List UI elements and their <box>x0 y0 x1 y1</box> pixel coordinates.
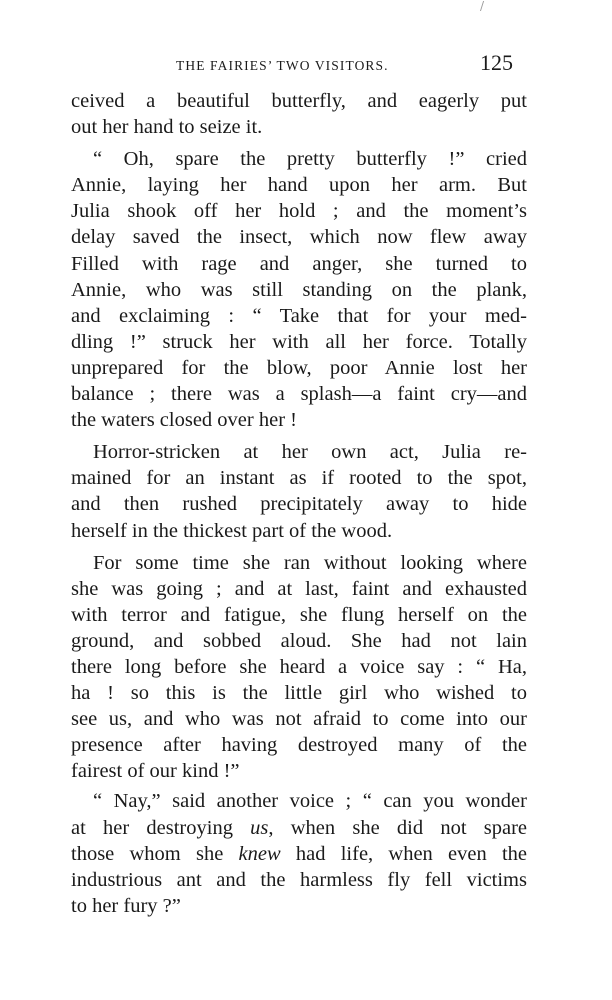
text-line: Annie, who was still standing on the plank, <box>71 278 527 301</box>
text-line: “ Oh, spare the pretty butterfly !” cried <box>93 148 527 171</box>
text-line: herself in the thickest part of the wood. <box>71 519 393 542</box>
paragraph <box>71 88 527 140</box>
text-line: Annie, laying her hand upon her arm. But <box>71 174 527 197</box>
text-line: with terror and fatigue, she flung herself on the <box>71 603 527 626</box>
text-line: presence after having destroyed many of the <box>71 734 527 757</box>
text-line: Filled with rage and anger, she turned to <box>71 252 527 275</box>
text-line: For some time she ran without looking where <box>93 551 527 574</box>
text-line: those whom she knew had life, when even the <box>71 842 528 865</box>
text-line: ground, and sobbed aloud. She had not lain <box>71 629 527 652</box>
text-line: there long before she heard a voice say : “ Ha, <box>71 655 527 678</box>
text-line: dling !” struck her with all her force. Totally <box>71 330 527 353</box>
text-line: she was going ; and at last, faint and exhausted <box>71 577 527 600</box>
running-head <box>0 50 612 76</box>
text-line: see us, and who was not afraid to come into our <box>71 708 527 731</box>
emphasis: us <box>250 816 269 839</box>
paragraph <box>71 550 527 785</box>
text-line: balance ; there was a splash—a faint cry—and <box>71 383 527 406</box>
text-line: ha ! so this is the little girl who wished to <box>71 682 527 705</box>
body-text <box>71 88 527 919</box>
text-line: and exclaiming : “ Take that for your med- <box>71 304 527 327</box>
paragraph <box>71 146 527 433</box>
text-line: at her destroying us, when she did not spare <box>71 816 527 839</box>
text-line: out her hand to seize it. <box>71 116 263 139</box>
text-line: Julia shook off her hold ; and the moment’s <box>71 200 527 223</box>
text-line: delay saved the insect, which now flew away <box>71 226 527 249</box>
text-line: unprepared for the blow, poor Annie lost her <box>71 356 527 379</box>
text-line: to her fury ?” <box>71 894 181 917</box>
emphasis: knew <box>238 842 281 865</box>
text-line: industrious ant and the harmless fly fell victims <box>71 868 527 891</box>
margin-mark: / <box>480 0 485 13</box>
text-line: ceived a beautiful butterfly, and eagerly put <box>71 90 527 112</box>
paragraph <box>71 439 527 543</box>
text-line: fairest of our kind !” <box>71 760 240 783</box>
text-line: the waters closed over her ! <box>71 409 297 432</box>
paragraph <box>71 788 527 918</box>
text-line: Horror-stricken at her own act, Julia re- <box>93 441 527 464</box>
text-line: mained for an instant as if rooted to the spot, <box>71 467 527 490</box>
text-line: “ Nay,” said another voice ; “ can you wonder <box>93 790 527 813</box>
running-title: THE FAIRIES’ TWO VISITORS. <box>176 58 389 73</box>
text-line: and then rushed precipitately away to hide <box>71 493 527 516</box>
page-number: 125 <box>480 50 513 75</box>
